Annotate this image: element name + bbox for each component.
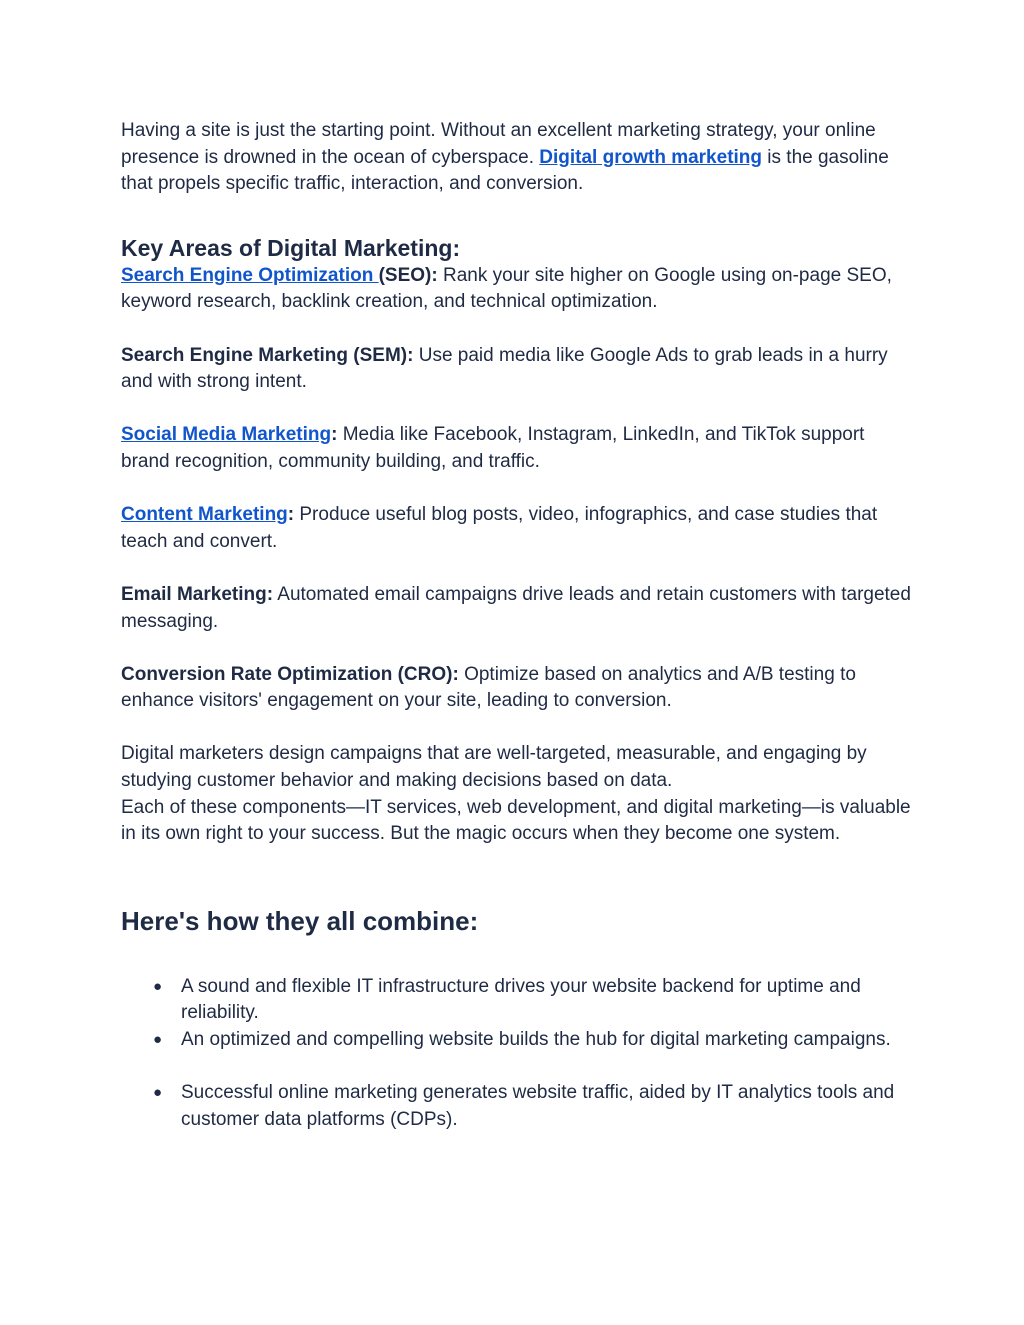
intro-text-before: Having a site is just the starting point. Without an excellent marketing strategy, your online presence is drowned in the ocean of cyberspace. <box>121 120 876 168</box>
sem-paragraph <box>121 343 911 396</box>
combine-heading: Here's how they all combine: <box>121 905 479 936</box>
seo-label: (SEO): <box>378 264 438 286</box>
spacer <box>121 848 911 904</box>
cro-paragraph <box>121 662 911 715</box>
spacer <box>121 198 911 233</box>
list-item <box>121 974 911 1027</box>
list-item-text: A sound and flexible IT infrastructure drives your website backend for uptime and reliability. <box>181 975 861 1024</box>
seo-link[interactable]: Search Engine Optimization <box>121 264 379 286</box>
bullet-icon: ● <box>153 977 163 995</box>
smm-label: : <box>331 424 338 446</box>
content-label: : <box>287 504 295 526</box>
seo-paragraph <box>121 263 911 316</box>
list-item <box>121 1080 911 1133</box>
spacer <box>121 396 911 423</box>
email-text: Automated email campaigns drive leads and retain customers with targeted messaging. <box>121 583 911 632</box>
list-item-text: An optimized and compelling website builds the hub for digital marketing campaigns. <box>181 1029 891 1051</box>
sem-text: Use paid media like Google Ads to grab leads in a hurry and with strong intent. <box>121 344 888 393</box>
spacer <box>121 476 911 503</box>
content-paragraph <box>121 502 911 555</box>
sem-label: Search Engine Marketing (SEM): <box>121 344 414 366</box>
bullet-icon: ● <box>153 1084 163 1102</box>
spacer <box>121 555 911 582</box>
seo-text: Rank your site higher on Google using on-page SEO, keyword research, backlink creation, and technical optimization. <box>121 264 892 313</box>
list-item <box>121 1027 911 1054</box>
summary-paragraph-2: Each of these components—IT services, web development, and digital marketing—is valuable in its own right to your success. But the magic occurs when they become one system. <box>121 796 911 845</box>
bullet-icon: ● <box>153 1031 163 1049</box>
spacer <box>121 635 911 662</box>
social-media-marketing-link[interactable]: Social Media Marketing <box>121 424 332 446</box>
cro-label: Conversion Rate Optimization (CRO): <box>121 663 459 685</box>
spacer <box>121 715 911 742</box>
spacer <box>121 1054 911 1081</box>
intro-text-after: is the gasoline that propels specific traffic, interaction, and conversion. <box>121 146 889 195</box>
list-item-text: Successful online marketing generates website traffic, aided by IT analytics tools and customer data platforms (CDPs). <box>181 1082 895 1130</box>
smm-text: Media like Facebook, Instagram, LinkedIn, and TikTok support brand recognition, community building, and traffic. <box>121 424 865 472</box>
digital-growth-marketing-link[interactable]: Digital growth marketing <box>539 146 763 168</box>
cro-text: Optimize based on analytics and A/B testing to enhance visitors' engagement on your site, leading to conversion. <box>121 663 856 712</box>
spacer <box>121 316 911 343</box>
email-label: Email Marketing: <box>121 583 274 605</box>
content-text: Produce useful blog posts, video, infographics, and case studies that teach and convert. <box>121 504 878 552</box>
smm-paragraph <box>121 422 911 475</box>
summary-paragraph-1: Digital marketers design campaigns that are well-targeted, measurable, and engaging by studying customer behavior and making decisions based on data. <box>121 743 867 792</box>
intro-paragraph <box>121 118 911 198</box>
key-areas-heading: Key Areas of Digital Marketing: <box>121 234 461 261</box>
email-paragraph <box>121 582 911 635</box>
document-page <box>121 118 911 1133</box>
combine-list <box>121 974 911 1134</box>
content-marketing-link[interactable]: Content Marketing <box>121 504 288 526</box>
spacer <box>121 938 911 974</box>
